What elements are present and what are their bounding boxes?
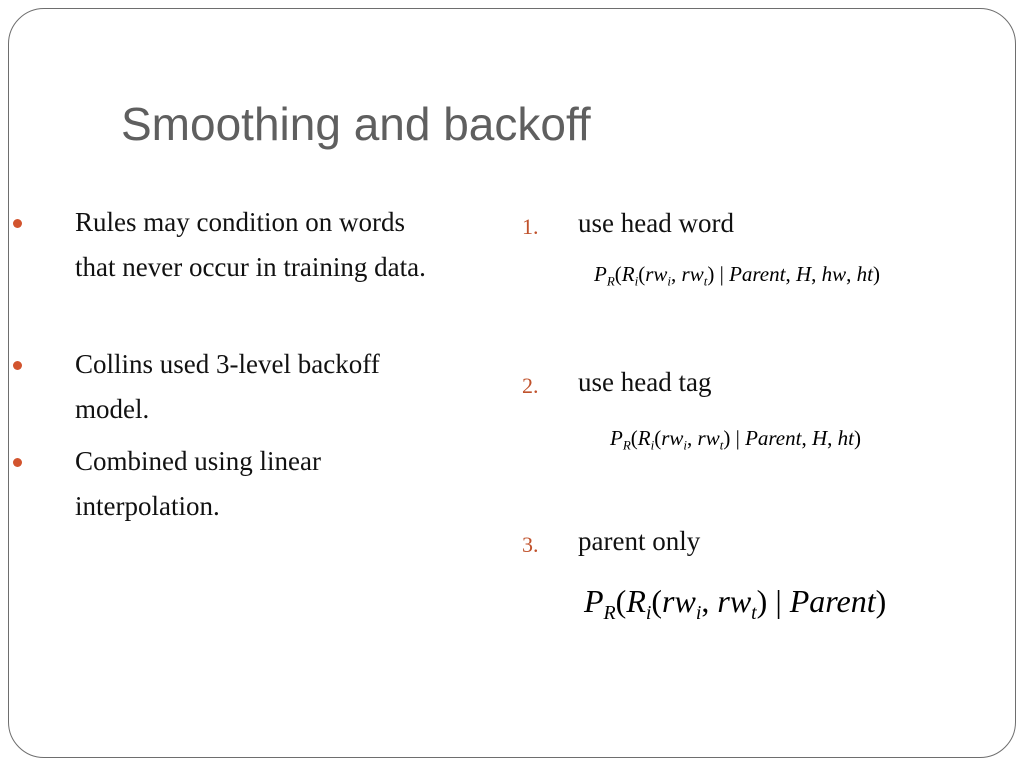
formula-symbol: H <box>795 262 812 286</box>
formula-symbol: rw <box>681 262 704 286</box>
formula-symbol: Parent <box>745 426 802 450</box>
bullet-icon <box>13 458 22 467</box>
formula-head-word: $P_R(R_i(rw_i$, $rw_t$) | Parent, H, hw, ht) <box>594 262 880 289</box>
formula-symbol: rw <box>645 262 668 286</box>
formula-symbol: R <box>622 437 631 453</box>
slide-title: Smoothing and backoff <box>121 98 591 150</box>
formula-symbol: t <box>719 437 724 453</box>
formula-symbol: P <box>584 583 604 619</box>
formula-symbol: ht <box>837 426 854 450</box>
formula-symbol: hw <box>821 262 847 286</box>
step-number-2: 2. <box>522 373 539 398</box>
formula-symbol: R <box>606 273 615 289</box>
formula-symbol: R <box>626 583 646 619</box>
formula-symbol: i <box>645 601 652 624</box>
formula-symbol: t <box>703 273 708 289</box>
formula-symbol: H <box>811 426 828 450</box>
formula-symbol: Parent <box>729 262 786 286</box>
formula-symbol: t <box>751 601 757 624</box>
step-label-1: use head word <box>578 208 734 238</box>
formula-symbol: R <box>621 262 635 286</box>
formula-symbol: rw <box>661 426 684 450</box>
step-label-2: use head tag <box>578 367 712 397</box>
formula-symbol: i <box>650 437 655 453</box>
formula-symbol: i <box>683 437 688 453</box>
formula-head-tag: $P_R(R_i(rw_i$, $rw_t$) | Parent, H, ht) <box>610 426 861 453</box>
formula-symbol: P <box>594 262 607 286</box>
formula-symbol: Parent <box>789 583 876 619</box>
formula-parent-only: $P_R(R_i(rw_i$, $rw_t$) | Parent) <box>584 583 887 624</box>
step-number-1: 1. <box>522 214 539 239</box>
formula-symbol: rw <box>717 583 752 619</box>
formula-symbol: R <box>603 601 616 624</box>
formula-symbol: rw <box>662 583 696 619</box>
formula-symbol: i <box>667 273 672 289</box>
formula-symbol: P <box>610 426 623 450</box>
formula-symbol: R <box>637 426 651 450</box>
step-number-3: 3. <box>522 532 539 557</box>
bullet-item-1: Rules may condition on words that never occur in training data. <box>75 207 426 282</box>
bullet-icon <box>13 219 22 228</box>
bullet-item-2: Collins used 3-level backoff model. <box>75 349 380 424</box>
bullet-icon <box>13 361 22 370</box>
formula-symbol: i <box>634 273 639 289</box>
formula-symbol: rw <box>697 426 720 450</box>
formula-symbol: i <box>695 601 702 624</box>
bullet-item-3: Combined using linear interpolation. <box>75 446 321 521</box>
step-label-3: parent only <box>578 526 701 556</box>
formula-symbol: ht <box>856 262 873 286</box>
